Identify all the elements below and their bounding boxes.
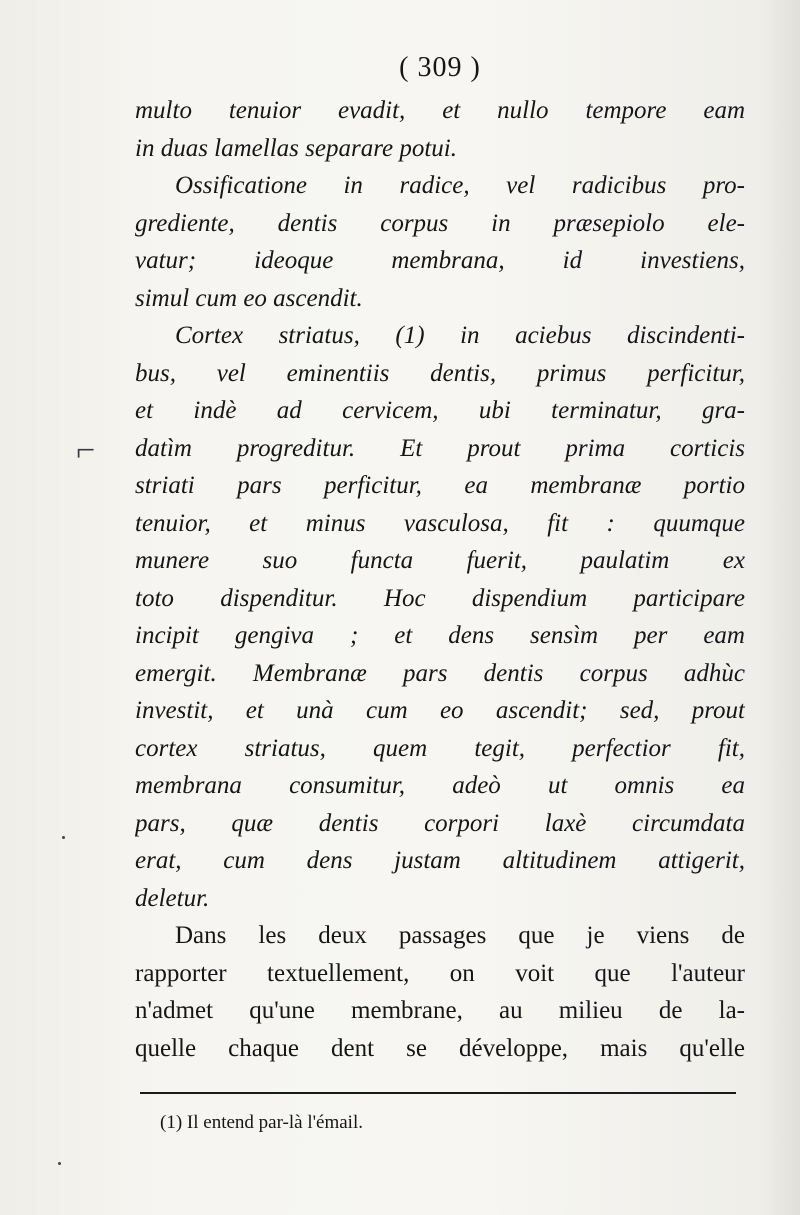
text-line: investit, et unà cum eo ascendit; sed, prout xyxy=(135,697,745,724)
ink-speck xyxy=(58,1162,61,1165)
text-line: et indè ad cervicem, ubi terminatur, gra- xyxy=(135,397,745,424)
latin-quotation xyxy=(135,92,745,917)
text-line: toto dispenditur. Hoc dispendium participare xyxy=(135,584,745,612)
text-line: multo tenuior evadit, et nullo tempore eam xyxy=(135,97,745,124)
text-line: n'admet qu'une membrane, au milieu de la- xyxy=(135,997,745,1024)
ink-speck xyxy=(62,836,65,839)
text-line: grediente, dentis corpus in præsepiolo ele- xyxy=(135,209,745,237)
text-line: incipit gengiva ; et dens sensìm per eam xyxy=(135,622,745,649)
text-line: Dans les deux passages que je viens de xyxy=(175,922,745,949)
footnote: (1) Il entend par-là l'émail. xyxy=(160,1112,363,1133)
text-line: simul cum eo ascendit. xyxy=(135,284,363,312)
text-line: Ossificatione in radice, vel radicibus pro- xyxy=(175,172,745,199)
footnote-rule xyxy=(140,1092,736,1094)
text-line: membrana consumitur, adeò ut omnis ea xyxy=(135,772,745,799)
text-line: bus, vel eminentiis dentis, primus perficitur, xyxy=(135,359,745,387)
text-line: deletur. xyxy=(135,884,210,912)
margin-pencil-mark: ⌐ xyxy=(76,432,96,469)
text-line: in duas lamellas separare potui. xyxy=(135,134,457,162)
page-edge-shadow xyxy=(760,0,800,1215)
text-line: tenuior, et minus vasculosa, fit : quumque xyxy=(135,509,745,537)
text-line: striati pars perficitur, ea membranæ portio xyxy=(135,472,745,499)
text-line: cortex striatus, quem tegit, perfectior fit, xyxy=(135,734,745,762)
text-line: vatur; ideoque membrana, id investiens, xyxy=(135,247,745,274)
text-line: pars, quæ dentis corpori laxè circumdata xyxy=(135,809,745,837)
text-line: emergit. Membranæ pars dentis corpus adhùc xyxy=(135,659,745,687)
page-number: ( 309 ) xyxy=(399,52,481,83)
text-line: munere suo functa fuerit, paulatim ex xyxy=(135,547,745,574)
french-paragraph xyxy=(135,917,745,1067)
text-line: datìm progreditur. Et prout prima corticis xyxy=(135,434,745,462)
text-line: erat, cum dens justam altitudinem attigerit, xyxy=(135,847,745,874)
text-line: rapporter textuellement, on voit que l'auteur xyxy=(135,959,745,987)
text-line: quelle chaque dent se développe, mais qu'elle xyxy=(135,1034,745,1062)
body-text xyxy=(135,92,745,1067)
text-line: Cortex striatus, (1) in aciebus discindenti- xyxy=(175,322,745,349)
